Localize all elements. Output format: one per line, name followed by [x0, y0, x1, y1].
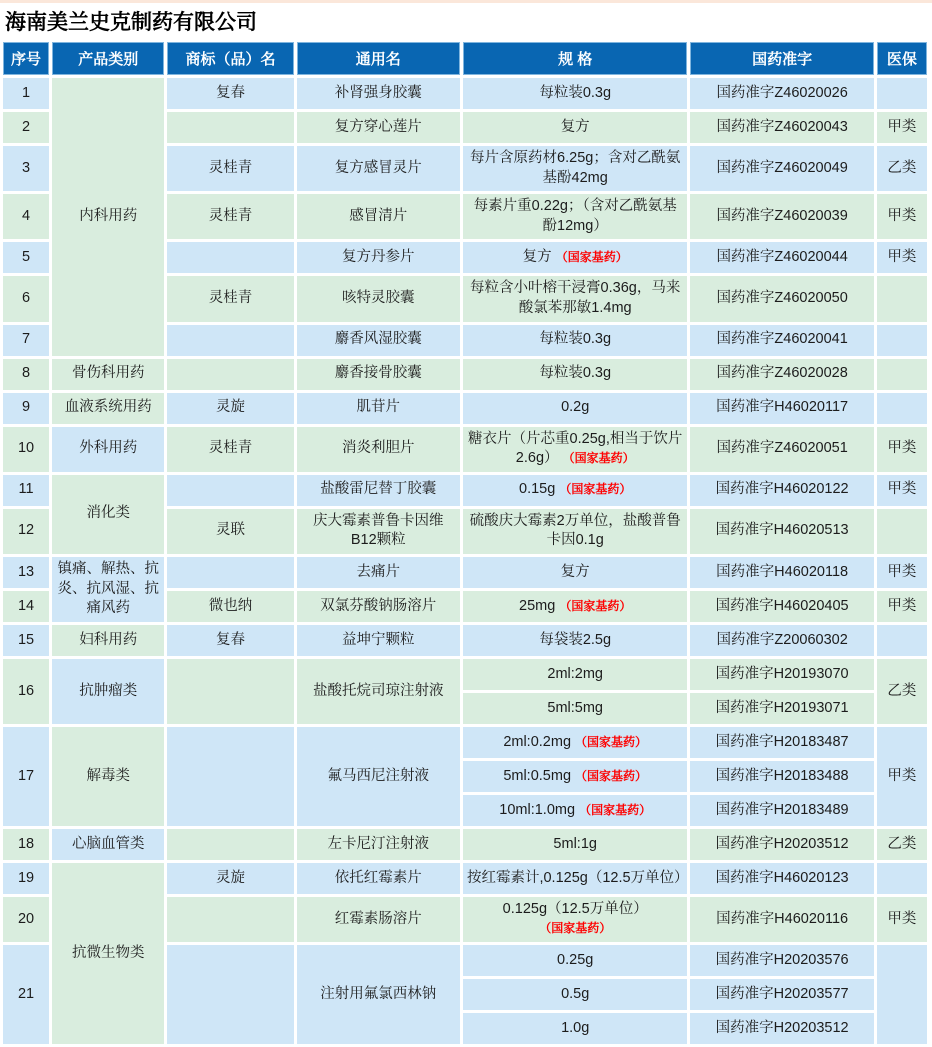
insurance-class-cell: 乙类 [877, 146, 927, 191]
specification-text: 1.0g [561, 1019, 590, 1036]
specification-cell [463, 897, 687, 942]
serial-number-cell: 10 [3, 427, 49, 472]
basic-drug-note: （国家基药） [579, 802, 652, 817]
insurance-class-cell: 甲类 [877, 557, 927, 588]
generic-name-cell: 补肾强身胶囊 [297, 78, 460, 109]
serial-number-cell: 13 [3, 557, 49, 588]
generic-name-cell: 复方穿心莲片 [297, 112, 460, 143]
brand-name-cell: 灵桂青 [167, 194, 293, 239]
insurance-class-cell [877, 78, 927, 109]
category-cell: 骨伤科用药 [52, 359, 164, 390]
brand-name-cell [167, 897, 293, 942]
serial-number-cell: 15 [3, 625, 49, 656]
specification-text: 每粒含小叶榕干浸膏0.36g，马来酸氯苯那敏1.4mg [470, 280, 681, 316]
specification-cell [463, 242, 687, 273]
generic-name-cell: 复方感冒灵片 [297, 146, 460, 191]
specification-cell [463, 557, 687, 588]
serial-number-cell: 2 [3, 112, 49, 143]
generic-name-cell: 庆大霉素普鲁卡因维B12颗粒 [297, 509, 460, 554]
category-cell: 消化类 [52, 475, 164, 554]
specification-text: 0.125g（12.5万单位） [502, 900, 648, 917]
approval-number-cell: 国药准字H20193070 [690, 659, 873, 690]
specification-cell [463, 727, 687, 758]
table-row [3, 557, 927, 588]
brand-name-cell [167, 475, 293, 506]
basic-drug-note: （国家基药） [555, 250, 628, 265]
header-product-category: 产品类别 [52, 42, 164, 75]
table-row [3, 393, 927, 424]
approval-number-cell: 国药准字Z46020028 [690, 359, 873, 390]
specification-cell [463, 693, 687, 724]
insurance-class-cell [877, 393, 927, 424]
specification-cell [463, 393, 687, 424]
generic-name-cell: 氟马西尼注射液 [297, 727, 460, 826]
generic-name-cell: 去痛片 [297, 557, 460, 588]
specification-cell [463, 475, 687, 506]
basic-drug-note: （国家基药） [539, 921, 612, 936]
brand-name-cell: 复春 [167, 78, 293, 109]
generic-name-cell: 肌苷片 [297, 393, 460, 424]
serial-number-cell: 20 [3, 897, 49, 942]
approval-number-cell: 国药准字H46020116 [690, 897, 873, 942]
approval-number-cell: 国药准字H46020123 [690, 863, 873, 894]
specification-cell [463, 761, 687, 792]
approval-number-cell: 国药准字H20203512 [690, 829, 873, 860]
approval-number-cell: 国药准字H20183489 [690, 795, 873, 826]
serial-number-cell: 17 [3, 727, 49, 826]
insurance-class-cell: 甲类 [877, 194, 927, 239]
specification-text: 硫酸庆大霉素2万单位，盐酸普鲁卡因0.1g [469, 512, 681, 549]
brand-name-cell [167, 325, 293, 356]
specification-text: 25mg [519, 597, 556, 614]
generic-name-cell: 消炎利胆片 [297, 427, 460, 472]
category-cell: 抗肿瘤类 [52, 659, 164, 724]
generic-name-cell: 麝香风湿胶囊 [297, 325, 460, 356]
table-row [3, 659, 927, 690]
approval-number-cell: 国药准字H20203577 [690, 979, 873, 1010]
specification-text: 10ml:1.0mg [499, 801, 576, 818]
table-body [3, 78, 927, 1044]
category-cell: 解毒类 [52, 727, 164, 826]
generic-name-cell: 咳特灵胶囊 [297, 276, 460, 321]
approval-number-cell: 国药准字Z46020051 [690, 427, 873, 472]
serial-number-cell: 18 [3, 829, 49, 860]
insurance-class-cell [877, 945, 927, 1044]
specification-text: 每素片重0.22g；（含对乙酰氨基酚12mg） [473, 198, 677, 234]
specification-text: 2ml:0.2mg [503, 733, 572, 750]
specification-text: 0.5g [561, 985, 590, 1002]
specification-text: 按红霉素计,0.125g（12.5万单位） [466, 869, 689, 886]
approval-number-cell: 国药准字Z46020026 [690, 78, 873, 109]
insurance-class-cell [877, 276, 927, 321]
specification-cell [463, 427, 687, 472]
specification-cell [463, 979, 687, 1010]
specification-text: 0.25g [557, 951, 594, 968]
basic-drug-note: （国家基药） [559, 482, 632, 497]
serial-number-cell: 12 [3, 509, 49, 554]
basic-drug-note: （国家基药） [575, 734, 648, 749]
specification-text: 糖衣片（片芯重0.25g,相当于饮片2.6g） [468, 430, 683, 467]
specification-cell [463, 276, 687, 321]
approval-number-cell: 国药准字H20183487 [690, 727, 873, 758]
table-row [3, 359, 927, 390]
brand-name-cell [167, 659, 293, 724]
specification-cell [463, 194, 687, 239]
generic-name-cell: 益坤宁颗粒 [297, 625, 460, 656]
specification-text: 5ml:5mg [547, 699, 603, 716]
approval-number-cell: 国药准字Z46020041 [690, 325, 873, 356]
serial-number-cell: 4 [3, 194, 49, 239]
insurance-class-cell: 甲类 [877, 112, 927, 143]
specification-text: 2ml:2mg [547, 665, 603, 682]
insurance-class-cell [877, 325, 927, 356]
approval-number-cell: 国药准字Z46020049 [690, 146, 873, 191]
specification-text: 每片含原药材6.25g；含对乙酰氨基酚42mg [470, 150, 681, 186]
brand-name-cell: 灵旋 [167, 863, 293, 894]
serial-number-cell: 16 [3, 659, 49, 724]
specification-cell [463, 591, 687, 622]
specification-cell [463, 509, 687, 554]
brand-name-cell: 灵桂青 [167, 427, 293, 472]
insurance-class-cell: 甲类 [877, 475, 927, 506]
approval-number-cell: 国药准字Z46020043 [690, 112, 873, 143]
brand-name-cell [167, 829, 293, 860]
serial-number-cell: 6 [3, 276, 49, 321]
serial-number-cell: 14 [3, 591, 49, 622]
category-cell: 妇科用药 [52, 625, 164, 656]
insurance-class-cell: 甲类 [877, 427, 927, 472]
table-row [3, 78, 927, 109]
insurance-class-cell: 乙类 [877, 659, 927, 724]
category-cell: 血液系统用药 [52, 393, 164, 424]
specification-text: 复方 [522, 249, 552, 266]
brand-name-cell [167, 727, 293, 826]
approval-number-cell: 国药准字H46020122 [690, 475, 873, 506]
header-approval-number: 国药准字 [690, 42, 873, 75]
brand-name-cell [167, 359, 293, 390]
approval-number-cell: 国药准字Z20060302 [690, 625, 873, 656]
generic-name-cell: 盐酸雷尼替丁胶囊 [297, 475, 460, 506]
header-brand-name: 商标（品）名 [167, 42, 293, 75]
table-row [3, 829, 927, 860]
specification-text: 每粒装0.3g [539, 84, 612, 101]
insurance-class-cell [877, 863, 927, 894]
table-row [3, 475, 927, 506]
serial-number-cell: 7 [3, 325, 49, 356]
approval-number-cell: 国药准字Z46020039 [690, 194, 873, 239]
serial-number-cell: 3 [3, 146, 49, 191]
brand-name-cell [167, 242, 293, 273]
serial-number-cell: 5 [3, 242, 49, 273]
serial-number-cell: 21 [3, 945, 49, 1044]
insurance-class-cell: 甲类 [877, 591, 927, 622]
basic-drug-note: （国家基药） [575, 768, 648, 783]
brand-name-cell: 微也纳 [167, 591, 293, 622]
insurance-class-cell [877, 509, 927, 554]
table-header-row [3, 42, 927, 75]
table-row [3, 427, 927, 472]
header-serial-number: 序号 [3, 42, 49, 75]
insurance-class-cell [877, 359, 927, 390]
basic-drug-note: （国家基药） [562, 451, 635, 466]
specification-cell [463, 625, 687, 656]
insurance-class-cell [877, 625, 927, 656]
specification-cell [463, 78, 687, 109]
specification-text: 0.2g [561, 399, 590, 416]
specification-text: 5ml:0.5mg [503, 767, 572, 784]
generic-name-cell: 依托红霉素片 [297, 863, 460, 894]
specification-cell [463, 146, 687, 191]
product-table [0, 39, 930, 1047]
category-cell: 心脑血管类 [52, 829, 164, 860]
brand-name-cell: 灵桂青 [167, 146, 293, 191]
generic-name-cell: 左卡尼汀注射液 [297, 829, 460, 860]
insurance-class-cell: 甲类 [877, 727, 927, 826]
top-accent-strip [0, 0, 932, 3]
specification-text: 每粒装0.3g [539, 331, 612, 348]
specification-cell [463, 325, 687, 356]
specification-text: 每粒装0.3g [539, 365, 612, 382]
serial-number-cell: 8 [3, 359, 49, 390]
serial-number-cell: 1 [3, 78, 49, 109]
specification-cell [463, 1013, 687, 1044]
header-medical-insurance: 医保 [877, 42, 927, 75]
specification-text: 5ml:1g [553, 835, 597, 852]
generic-name-cell: 双氯芬酸钠肠溶片 [297, 591, 460, 622]
approval-number-cell: 国药准字H20193071 [690, 693, 873, 724]
brand-name-cell: 复春 [167, 625, 293, 656]
approval-number-cell: 国药准字H46020405 [690, 591, 873, 622]
approval-number-cell: 国药准字H46020513 [690, 509, 873, 554]
approval-number-cell: 国药准字Z46020050 [690, 276, 873, 321]
generic-name-cell: 感冒清片 [297, 194, 460, 239]
generic-name-cell: 复方丹参片 [297, 242, 460, 273]
approval-number-cell: 国药准字H46020117 [690, 393, 873, 424]
category-cell: 内科用药 [52, 78, 164, 355]
specification-text: 0.15g [519, 481, 556, 498]
category-cell: 抗微生物类 [52, 863, 164, 1044]
generic-name-cell: 红霉素肠溶片 [297, 897, 460, 942]
specification-text: 复方 [560, 118, 590, 135]
page-title: 海南美兰史克制药有限公司 [5, 11, 257, 34]
serial-number-cell: 11 [3, 475, 49, 506]
serial-number-cell: 9 [3, 393, 49, 424]
table-row [3, 727, 927, 758]
generic-name-cell: 注射用氟氯西林钠 [297, 945, 460, 1044]
insurance-class-cell: 乙类 [877, 829, 927, 860]
approval-number-cell: 国药准字H20203512 [690, 1013, 873, 1044]
header-generic-name: 通用名 [297, 42, 460, 75]
brand-name-cell: 灵联 [167, 509, 293, 554]
specification-cell [463, 829, 687, 860]
approval-number-cell: 国药准字H20183488 [690, 761, 873, 792]
specification-cell [463, 112, 687, 143]
specification-text: 复方 [560, 563, 590, 580]
specification-text: 每袋装2.5g [539, 631, 612, 648]
category-cell: 镇痛、解热、抗炎、抗风湿、抗痛风药 [52, 557, 164, 622]
brand-name-cell [167, 557, 293, 588]
insurance-class-cell: 甲类 [877, 242, 927, 273]
table-row [3, 625, 927, 656]
brand-name-cell [167, 945, 293, 1044]
specification-cell [463, 945, 687, 976]
generic-name-cell: 麝香接骨胶囊 [297, 359, 460, 390]
specification-cell [463, 795, 687, 826]
specification-cell [463, 359, 687, 390]
specification-cell [463, 863, 687, 894]
approval-number-cell: 国药准字H46020118 [690, 557, 873, 588]
brand-name-cell: 灵旋 [167, 393, 293, 424]
category-cell: 外科用药 [52, 427, 164, 472]
basic-drug-note: （国家基药） [559, 598, 632, 613]
serial-number-cell: 19 [3, 863, 49, 894]
generic-name-cell: 盐酸托烷司琼注射液 [297, 659, 460, 724]
approval-number-cell: 国药准字Z46020044 [690, 242, 873, 273]
brand-name-cell: 灵桂青 [167, 276, 293, 321]
insurance-class-cell: 甲类 [877, 897, 927, 942]
brand-name-cell [167, 112, 293, 143]
specification-cell [463, 659, 687, 690]
header-specification: 规 格 [463, 42, 687, 75]
table-row [3, 863, 927, 894]
approval-number-cell: 国药准字H20203576 [690, 945, 873, 976]
